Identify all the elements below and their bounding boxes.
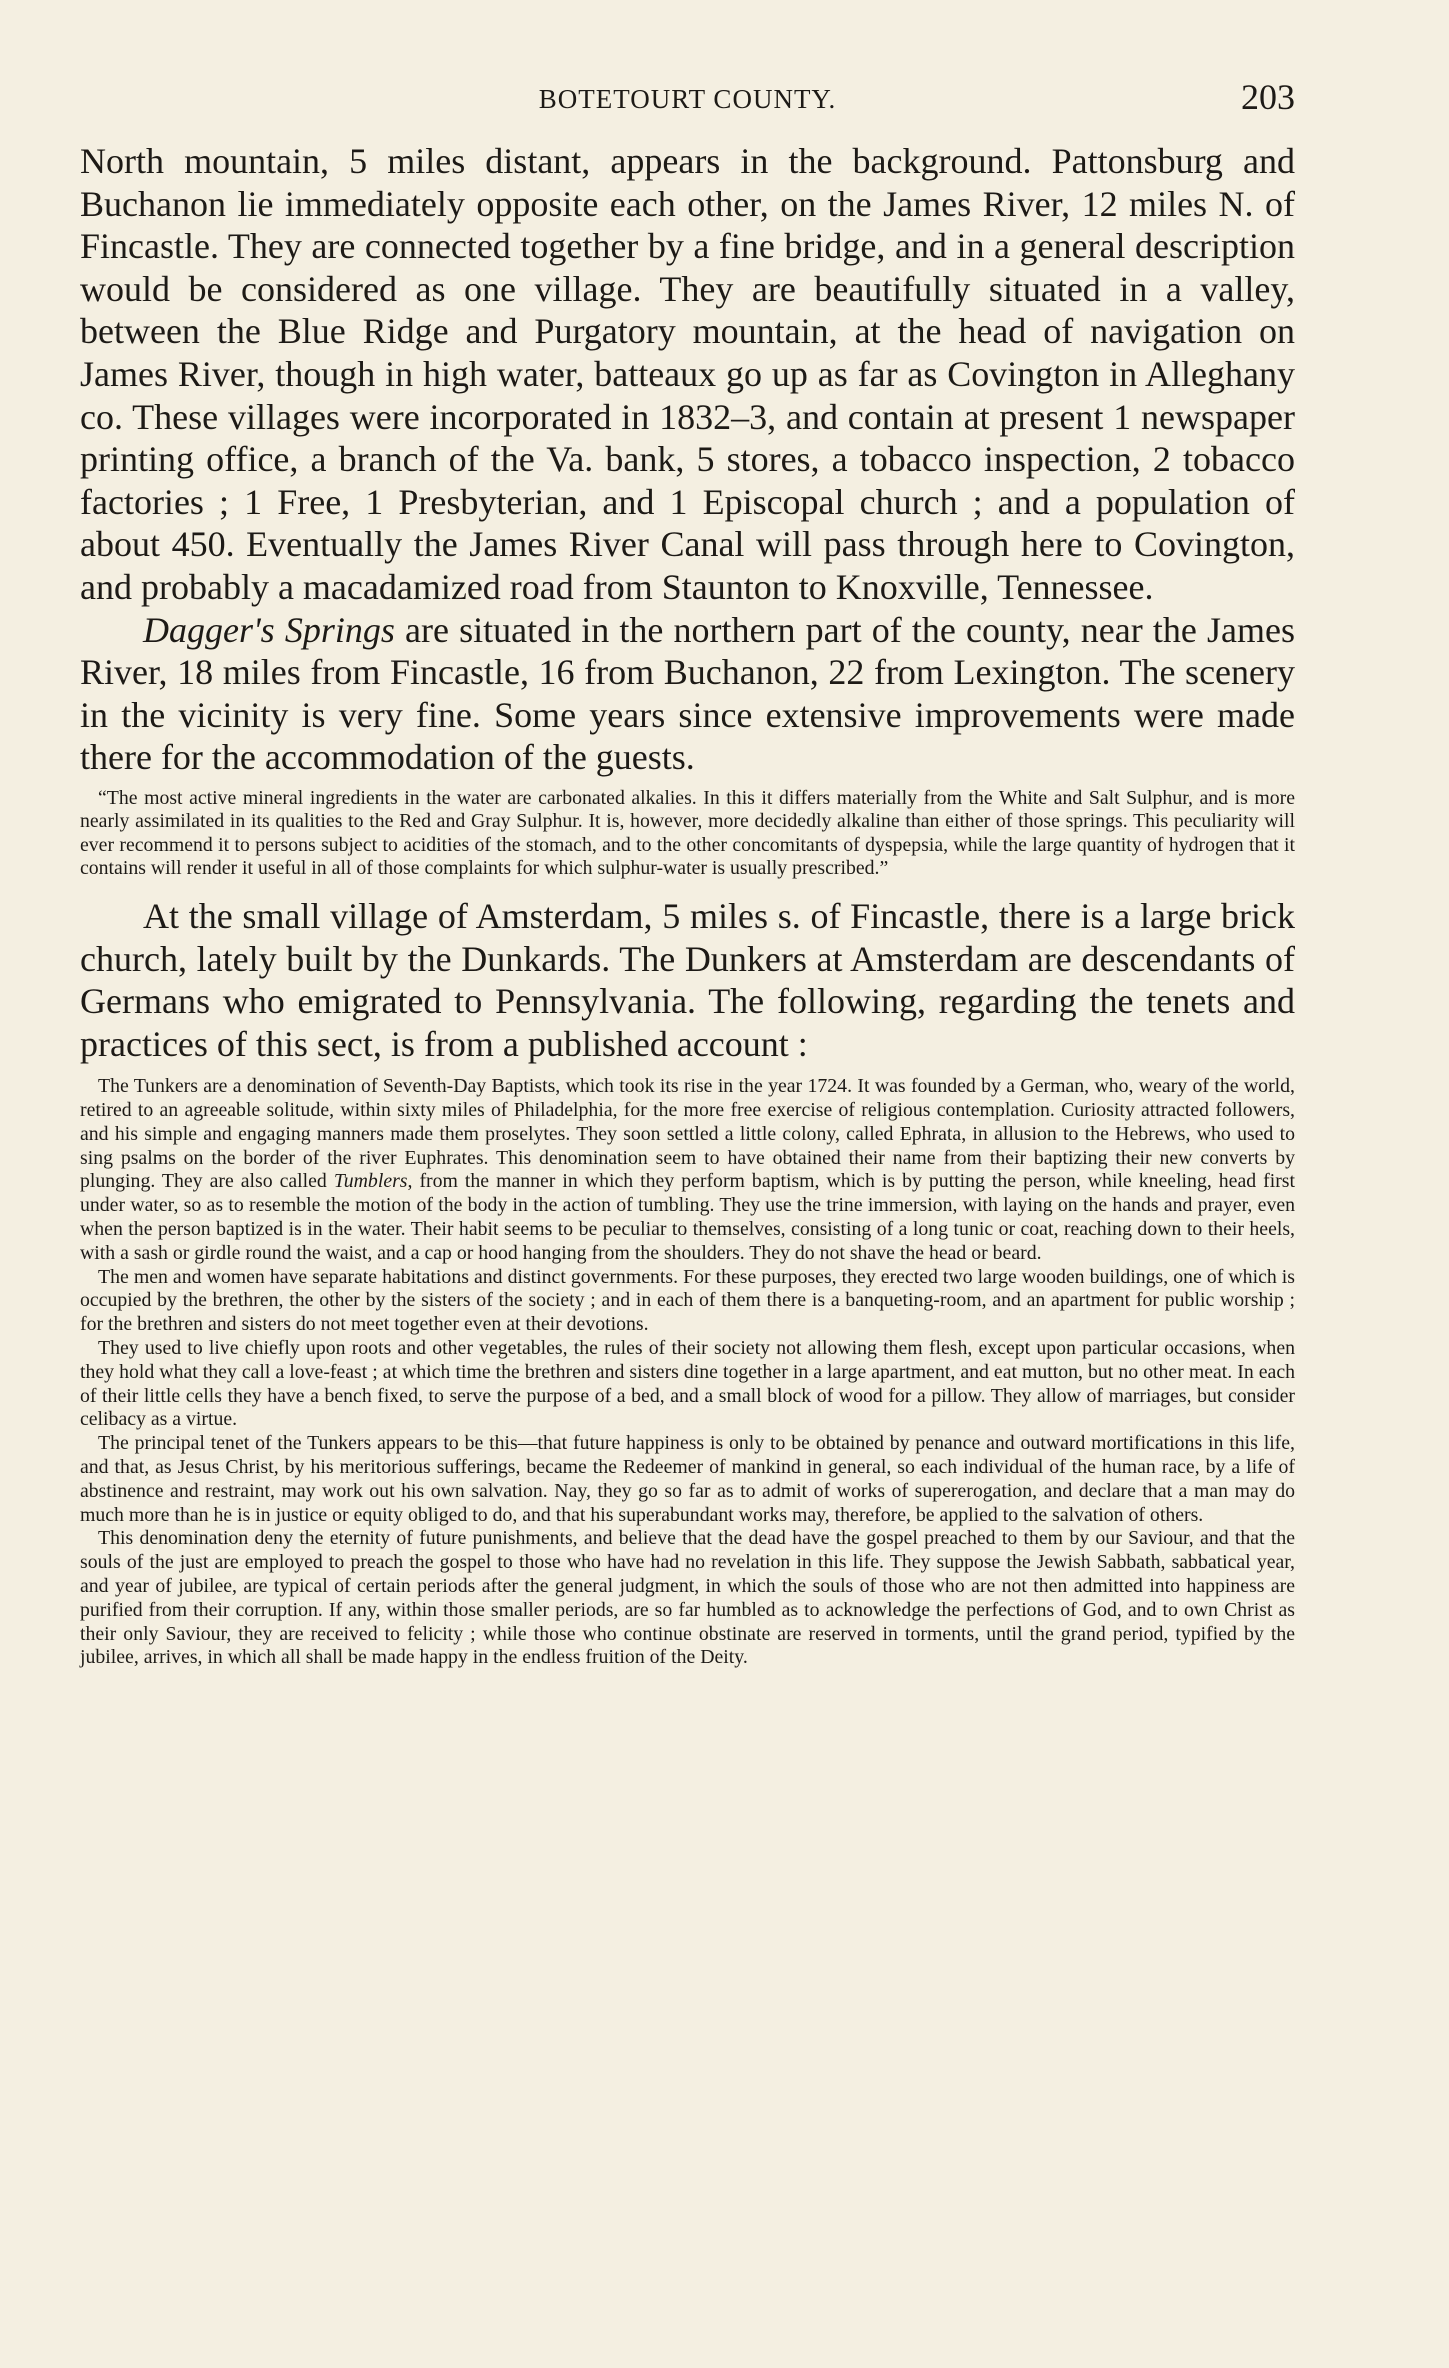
amsterdam-section — [80, 895, 1295, 1065]
running-title: BOTETOURT COUNTY. — [538, 84, 837, 114]
paragraph-pattonsburg: North mountain, 5 miles distant, appears in the background. Pattonsburg and Buchanon lie immediately opposite each other, on the James River, 12 miles N. of Fincastle. They are connected together by a fine bridge, and in a general description would be considered as one village. They are beautifully situated in a valley, between the Blue Ridge and Purgatory mountain, at the head of navigation on James River, though in high water, batteaux go up as far as Covington in Alleghany co. These villages were incorporated in 1832–3, and contain at present 1 newspaper printing office, a branch of the Va. bank, 5 stores, a tobacco inspection, 2 tobacco factories ; 1 Free, 1 Presbyterian, and 1 Episcopal church ; and a population of about 450. Eventually the James River Canal will pass through here to Covington, and probably a macadamized road from Staunton to Knoxville, Tennessee. — [80, 141, 1295, 607]
daggers-springs-title: Dagger's Springs — [143, 609, 395, 650]
tunkers-extract — [80, 1075, 1295, 1670]
extract-paragraph-5: This denomination deny the eternity of future punishments, and believe that the dead have the gospel preached to them by our Saviour, and that the souls of the just are employed to preach the gospel to those who have had no revelation in this life. They suppose the Jewish Sabbath, sabbatical year, and year of jubilee, are typical of certain periods after the general judgment, in which the souls of those who are not then admitted into happiness are purified from their corruption. If any, within those smaller periods, are so far humbled as to acknowledge the perfections of God, and to own Christ as their only Saviour, they are received to felicity ; while those who continue obstinate are reserved in torments, until the grand period, typified by the jubilee, arrives, in which all shall be made happy in the endless fruition of the Deity. — [80, 1527, 1295, 1669]
springs-quote: “The most active mineral ingredients in the water are carbonated alkalies. In this it differs materially from the White and Salt Sulphur, and is more nearly assimilated in its qualities to the Red and Gray Sulphur. It is, however, more decidedly alkaline than either of those springs. This peculiarity will ever recommend it to persons subject to acidities of the stomach, and to the other concomitants of dyspepsia, while the large quantity of hydrogen that it contains will render it useful in all of those complaints for which sulphur-water is usually prescribed.” — [80, 786, 1295, 880]
extract-p1-italic: Tumblers — [333, 1170, 408, 1193]
paragraph-daggers-springs — [80, 609, 1295, 779]
book-page — [80, 70, 1295, 1670]
daggers-springs-text: are situated in the northern part of the county, near the James River, 18 miles from Fincastle, 16 from Buchanon, 22 from Lexington. The scenery in the vicinity is very fine. Some years since extensive improvements were made there for the accommodation of the guests. — [80, 609, 1296, 778]
extract-p1-part-b: , from the manner in which they perform baptism, which is by putting the person, while kneeling, head first under water, so as to resemble the motion of the body in the action of tumbling. They use the trine immersion, with laying on the hands and prayer, even when the person baptized is in the water. Their habit seems to be peculiar to themselves, consisting of a long tunic or coat, reaching down to their heels, with a sash or girdle round the waist, and a cap or hood hanging from the shoulders. They do not shave the head or beard. — [80, 1170, 1296, 1264]
extract-paragraph-1 — [80, 1075, 1295, 1265]
extract-paragraph-3: They used to live chiefly upon roots and other vegetables, the rules of their society not allowing them flesh, except upon particular occasions, when they hold what they call a love-feast ; at which time the brethren and sisters dine together in a large apartment, and eat mutton, but no other meat. In each of their little cells they have a bench fixed, to serve the purpose of a bed, and a small block of wood for a pillow. They allow of marriages, but consider celibacy as a virtue. — [80, 1337, 1295, 1431]
extract-paragraph-4: The principal tenet of the Tunkers appears to be this—that future happiness is only to be obtained by penance and outward mortifications in this life, and that, as Jesus Christ, by his meritorious sufferings, became the Redeemer of mankind in general, so each individual of the human race, by a life of abstinence and restraint, may work out his own salvation. Nay, they go so far as to admit of works of supererogation, and declare that a man may do much more than he is in justice or equity obliged to do, and that his superabundant works may, therefore, be applied to the salvation of others. — [80, 1432, 1295, 1526]
paragraph-amsterdam: At the small village of Amsterdam, 5 miles s. of Fincastle, there is a large brick church, lately built by the Dunkards. The Dunkers at Amsterdam are descendants of Germans who emigrated to Pennsylvania. The following, regarding the tenets and practices of this sect, is from a published account : — [80, 895, 1295, 1064]
main-text — [80, 140, 1295, 779]
page-number: 203 — [1241, 77, 1295, 117]
springs-quote-block — [80, 787, 1295, 881]
running-head — [80, 70, 1295, 120]
extract-paragraph-2: The men and women have separate habitations and distinct governments. For these purposes, they erected two large wooden buildings, one of which is occupied by the brethren, the other by the sisters of the society ; and in each of them there is a banqueting-room, and an apartment for public worship ; for the brethren and sisters do not meet together even at their devotions. — [80, 1265, 1295, 1336]
extract-p1-part-a: The Tunkers are a denomination of Seventh-Day Baptists, which took its rise in the year 1724. It was founded by a German, who, weary of the world, retired to an agreeable solitude, within sixty miles of Philadelphia, for the more free exercise of religious contemplation. Curiosity attracted followers, and his simple and engaging manners made them proselytes. They soon settled a little colony, called Ephrata, in allusion to the Hebrews, who used to sing psalms on the border of the river Euphrates. This denomination seem to have obtained their name from their baptizing their new converts by plunging. They are also called — [80, 1075, 1295, 1193]
